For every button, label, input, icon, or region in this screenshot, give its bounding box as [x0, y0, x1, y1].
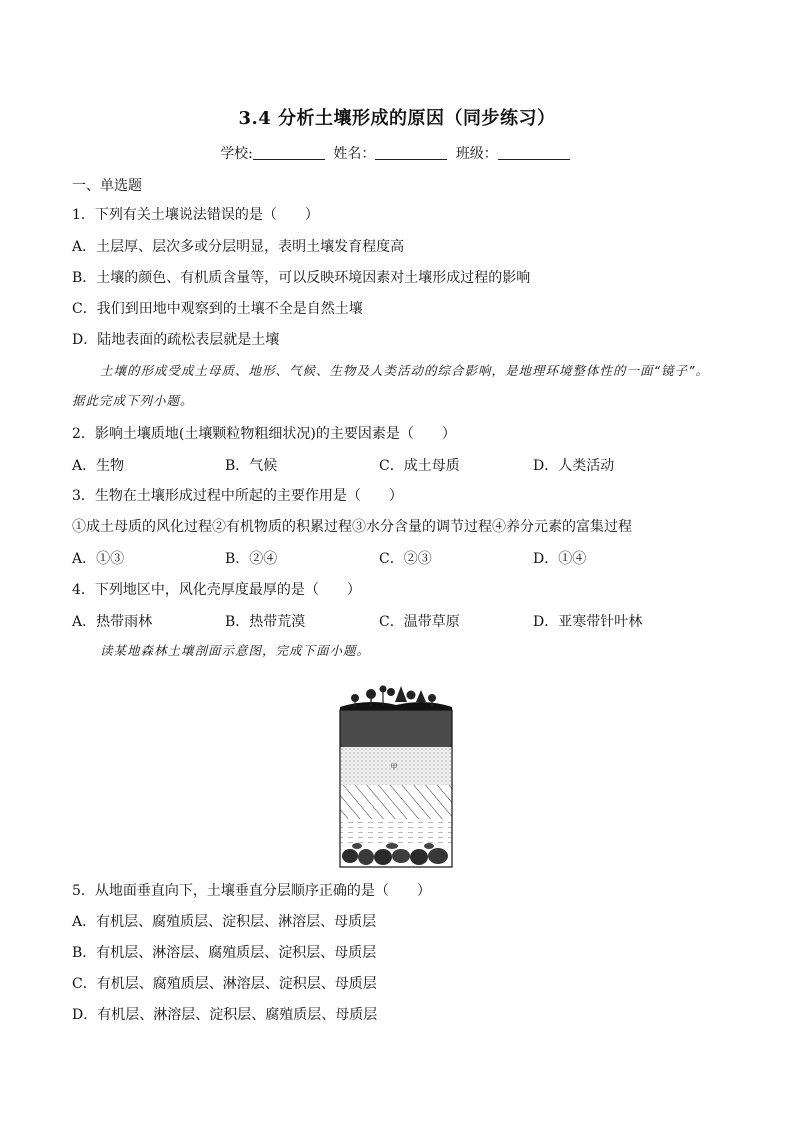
school-label: 学校: [220, 146, 253, 162]
class-blank[interactable] [498, 145, 570, 160]
class-label: 班级： [455, 146, 498, 162]
soil-profile-diagram [337, 680, 455, 870]
section-heading: 一、单选题 [72, 178, 142, 194]
q2-option-d: D．人类活动 [533, 458, 615, 474]
name-label: 姓名： [333, 146, 376, 162]
q2-option-b: B．气候 [225, 458, 278, 474]
soil-layer-5-bedrock [340, 843, 452, 867]
q4-option-c: C．温带草原 [379, 614, 460, 630]
passage-1: 土壤的形成受成土母质、地形、气候、生物及人类活动的综合影响，是地理环境整体性的一面“镜子”。 据此完成下列小题。 [72, 363, 709, 408]
q5-option-c: C．有机层、腐殖质层、淋溶层、淀积层、母质层 [72, 976, 377, 992]
soil-layer-3 [340, 785, 452, 819]
layer-label-jia: 甲 [390, 763, 398, 771]
soil-layer-4 [340, 819, 452, 845]
vegetation-icon [340, 686, 452, 711]
q1-option-a: A．土层厚、层次多或分层明显，表明土壤发育程度高 [72, 239, 405, 255]
page-title: 3.4 分析土壤形成的原因（同步练习） [238, 108, 556, 129]
q3-option-c: C．②③ [379, 551, 432, 567]
q5-option-d: D．有机层、淋溶层、淀积层、腐殖质层、母质层 [72, 1007, 378, 1023]
q2-option-c: C．成土母质 [379, 458, 460, 474]
q3-items: ①成土母质的风化过程②有机物质的积累过程③水分含量的调节过程④养分元素的富集过程 [72, 519, 632, 535]
q1-option-c: C．我们到田地中观察到的土壤不全是自然土壤 [72, 301, 363, 317]
q4-option-d: D．亚寒带针叶林 [533, 614, 643, 630]
q4-option-a: A．热带雨林 [72, 614, 153, 630]
q4-stem: 4．下列地区中，风化壳厚度最厚的是（ ） [72, 582, 361, 598]
q5-option-a: A．有机层、腐殖质层、淀积层、淋溶层、母质层 [72, 914, 377, 930]
q1-stem: 1．下列有关土壤说法错误的是（ ） [72, 207, 319, 223]
q3-option-d: D．①④ [533, 551, 587, 567]
student-info-line [0, 143, 794, 163]
name-blank[interactable] [375, 145, 447, 160]
q2-option-a: A．生物 [72, 458, 125, 474]
school-blank[interactable] [253, 145, 325, 160]
q1-option-b: B．土壤的颜色、有机质含量等，可以反映环境因素对土壤形成过程的影响 [72, 270, 531, 286]
soil-layer-1 [340, 710, 452, 747]
q4-option-b: B．热带荒漠 [225, 614, 306, 630]
q3-option-a: A．①③ [72, 551, 125, 567]
q1-option-d: D．陆地表面的疏松表层就是土壤 [72, 332, 280, 348]
q3-stem: 3．生物在土壤形成过程中所起的主要作用是（ ） [72, 488, 403, 504]
passage-2: 读某地森林土壤剖面示意图，完成下面小题。 [100, 643, 371, 658]
q5-stem: 5．从地面垂直向下，土壤垂直分层顺序正确的是（ ） [72, 883, 431, 899]
q2-stem: 2．影响土壤质地(土壤颗粒物粗细状况)的主要因素是（ ） [72, 426, 456, 442]
q3-option-b: B．②④ [225, 551, 278, 567]
q5-option-b: B．有机层、淋溶层、腐殖质层、淀积层、母质层 [72, 945, 377, 961]
